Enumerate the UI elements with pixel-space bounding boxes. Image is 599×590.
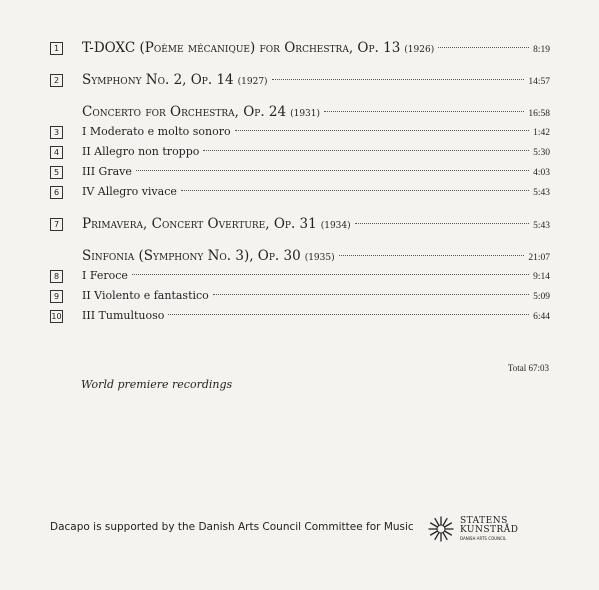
track-duration: 5:43 <box>533 221 550 231</box>
work-duration: 16:58 <box>528 109 550 119</box>
track-number: 4 <box>50 146 63 159</box>
track-title: I Feroce <box>82 269 128 282</box>
track-title: III Tumultuoso <box>82 309 165 322</box>
track-row <box>50 214 550 234</box>
work-heading <box>50 246 550 266</box>
track-title: T-DOXC (Poème mécanique) for Orchestra, Op. 13 <box>82 40 401 56</box>
track-number: 2 <box>50 74 63 87</box>
work-duration: 21:07 <box>528 253 550 263</box>
track-row <box>50 306 550 326</box>
track-title: Primavera, Concert Overture, Op. 31 <box>82 216 317 232</box>
statens-kunstrad-logo <box>427 512 547 546</box>
track-row <box>50 38 550 58</box>
dot-leader <box>168 314 529 315</box>
logo-line-2: KUNSTRÅD <box>460 525 519 535</box>
track-number: 8 <box>50 270 63 283</box>
work-title: Concerto for Orchestra, Op. 24 <box>82 104 287 120</box>
track-number: 1 <box>50 42 63 55</box>
track-title: III Grave <box>82 165 132 178</box>
track-duration: 8:19 <box>533 45 550 55</box>
work-title: Sinfonia (Symphony No. 3), Op. 30 <box>82 248 301 264</box>
sunburst-logo-icon <box>427 515 455 543</box>
track-duration: 14:57 <box>528 77 550 87</box>
track-row <box>50 142 550 162</box>
track-row <box>50 182 550 202</box>
track-duration: 4:03 <box>533 168 550 178</box>
track-title: Symphony No. 2, Op. 14 <box>82 72 234 88</box>
logo-line-3: DANISH ARTS COUNCIL <box>460 536 507 541</box>
dot-leader <box>181 190 529 191</box>
track-number: 5 <box>50 166 63 179</box>
dot-leader <box>203 150 529 151</box>
track-year: (1934) <box>320 221 351 231</box>
track-title: II Allegro non troppo <box>82 145 200 158</box>
track-number: 6 <box>50 186 63 199</box>
work-year: (1931) <box>290 109 321 119</box>
track-number: 7 <box>50 218 63 231</box>
dot-leader <box>272 79 525 80</box>
track-duration: 5:43 <box>533 188 550 198</box>
dot-leader <box>324 111 524 112</box>
track-duration: 9:14 <box>533 272 550 282</box>
logo-line-1: STATENS <box>460 516 508 526</box>
dot-leader <box>213 294 529 295</box>
track-list <box>50 38 550 326</box>
track-title: I Moderato e molto sonoro <box>82 125 231 138</box>
dot-leader <box>235 130 530 131</box>
work-year: (1935) <box>304 253 335 263</box>
track-row <box>50 70 550 90</box>
track-number: 9 <box>50 290 63 303</box>
premiere-note: World premiere recordings <box>81 378 233 391</box>
dot-leader <box>355 223 529 224</box>
track-duration: 5:30 <box>533 148 550 158</box>
track-number: 3 <box>50 126 63 139</box>
track-duration: 5:09 <box>533 292 550 302</box>
dot-leader <box>339 255 525 256</box>
track-duration: 6:44 <box>533 312 550 322</box>
track-row <box>50 162 550 182</box>
track-year: (1927) <box>237 77 268 87</box>
dot-leader <box>136 170 529 171</box>
track-row <box>50 266 550 286</box>
dot-leader <box>438 47 529 48</box>
track-duration: 1:42 <box>533 128 550 138</box>
track-title: IV Allegro vivace <box>82 185 177 198</box>
total-duration: Total 67:03 <box>507 363 549 373</box>
work-heading <box>50 102 550 122</box>
support-note: Dacapo is supported by the Danish Arts Council Committee for Music <box>50 521 414 533</box>
track-row <box>50 286 550 306</box>
track-title: II Violento e fantastico <box>82 289 209 302</box>
track-number: 10 <box>51 312 62 321</box>
track-row <box>50 122 550 142</box>
track-year: (1926) <box>404 45 435 55</box>
dot-leader <box>132 274 529 275</box>
